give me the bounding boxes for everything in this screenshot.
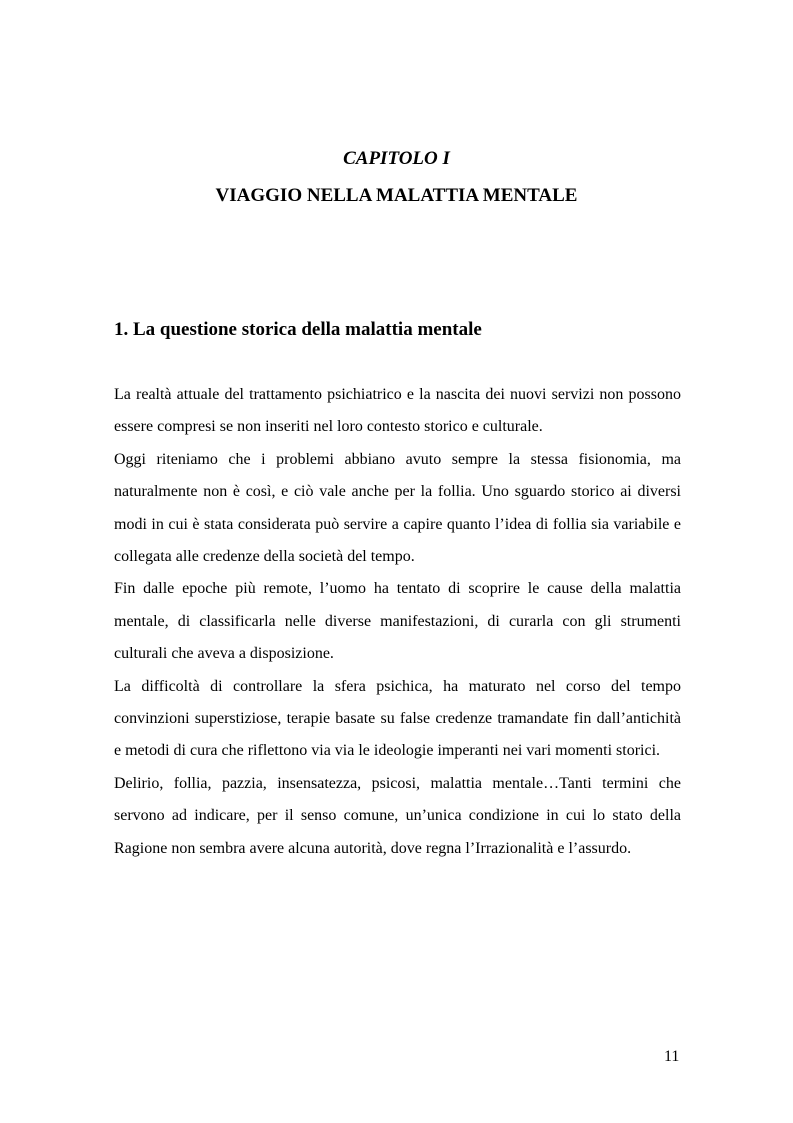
paragraph: La difficoltà di controllare la sfera psichica, ha maturato nel corso del tempo convinzioni superstiziose, terapie basate su false credenze tramandate fin dall’antichità e metodi di cura che riflettono via via le ideologie imperanti nei vari momenti storici. xyxy=(114,677,681,760)
body-text xyxy=(114,379,681,865)
chapter-label: CAPITOLO I xyxy=(343,148,450,169)
paragraph: La realtà attuale del trattamento psichiatrico e la nascita dei nuovi servizi non possono essere compresi se non inseriti nel loro contesto storico e culturale. xyxy=(114,386,681,436)
chapter-title: VIAGGIO NELLA MALATTIA MENTALE xyxy=(215,185,578,206)
paragraph: Oggi riteniamo che i problemi abbiano avuto sempre la stessa fisionomia, ma naturalmente non è così, e ciò vale anche per la follia. Uno sguardo storico ai diversi modi in cui è stata considerata può servire a capire quanto l’idea di follia sia variabile e collegata alle credenze della società del tempo. xyxy=(114,450,681,566)
section-heading: 1. La questione storica della malattia mentale xyxy=(114,319,482,340)
paragraph: Delirio, follia, pazzia, insensatezza, psicosi, malattia mentale…Tanti termini che servono ad indicare, per il senso comune, un’unica condizione in cui lo stato della Ragione non sembra avere alcuna autorità, dove regna l’Irrazionalità e l’assurdo. xyxy=(114,774,681,857)
paragraph: Fin dalle epoche più remote, l’uomo ha tentato di scoprire le cause della malattia mentale, di classificarla nelle diverse manifestazioni, di curarla con gli strumenti culturali che aveva a disposizione. xyxy=(114,580,681,663)
page-number: 11 xyxy=(664,1048,680,1065)
